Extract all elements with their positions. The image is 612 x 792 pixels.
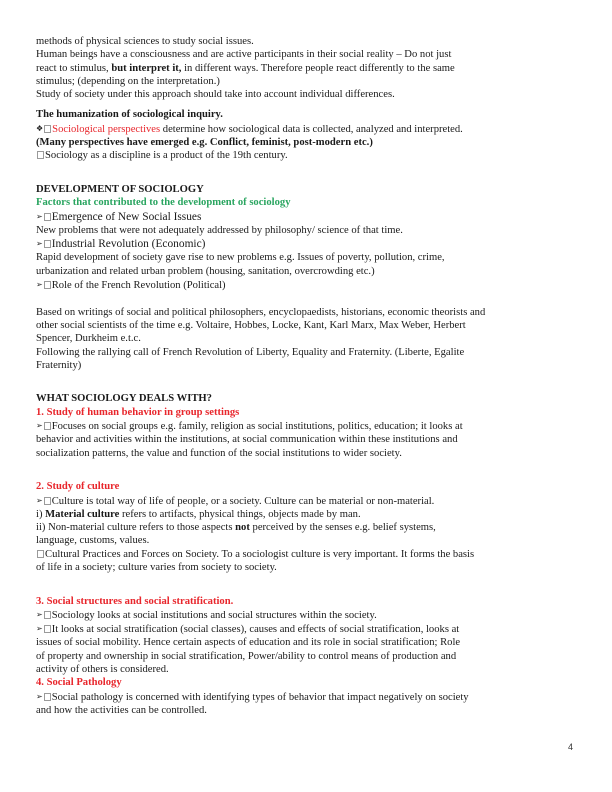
bold-text: Material culture bbox=[45, 508, 120, 520]
arrow-bullet-icon: ➢ bbox=[36, 211, 43, 221]
section-3-line-1 bbox=[36, 608, 526, 622]
text: i) bbox=[36, 508, 46, 520]
text: Cultural Practices and Forces on Society. To a sociologist culture is very important. It forms the basis bbox=[45, 548, 475, 560]
section-4-line-2: and how the activities can be controlled. bbox=[36, 704, 207, 716]
section-2-line-3 bbox=[36, 521, 526, 534]
spacer bbox=[36, 473, 526, 480]
section-3-line-5: activity of others is considered. bbox=[36, 664, 169, 676]
text: It looks at social stratification (social classes), causes and effects of social stratification, looks at bbox=[51, 624, 460, 636]
rallying-line-1: Following the rallying call of French Revolution of Liberty, Equality and Fraternity. (Liberte, Egalite bbox=[36, 346, 465, 358]
section-4-line-1 bbox=[36, 690, 526, 704]
spacer bbox=[36, 588, 526, 595]
diamond-bullet-icon: ❖ bbox=[36, 123, 44, 133]
text: ii) Non-material culture refers to those aspects bbox=[36, 522, 236, 534]
section-1-line-2: behavior and activities within the institutions, at social communication within these institutions and bbox=[36, 434, 458, 446]
intro-line-4: stimulus; (depending on the interpretation.) bbox=[36, 75, 220, 87]
text: Industrial Revolution (Economic) bbox=[51, 238, 206, 251]
missing-glyph-box-icon bbox=[44, 422, 51, 430]
spacer bbox=[36, 292, 526, 305]
spacer bbox=[36, 574, 526, 587]
section-2-line-2 bbox=[36, 508, 526, 521]
missing-glyph-box-icon bbox=[44, 125, 51, 133]
bold-text: but interpret it, bbox=[111, 62, 182, 74]
arrow-bullet-icon: ➢ bbox=[36, 624, 43, 634]
factors-subheading: Factors that contributed to the development of sociology bbox=[36, 197, 291, 209]
intro-line-1: methods of physical sciences to study social issues. bbox=[36, 36, 254, 47]
section-3-line-4: of property and ownership in social stratification, Power/ability to control means of production and bbox=[36, 650, 457, 662]
text: Focuses on social groups e.g. family, religion as social institutions, politics, education; it looks at bbox=[51, 421, 463, 433]
arrow-bullet-icon: ➢ bbox=[36, 609, 43, 619]
spacer bbox=[36, 176, 526, 183]
writings-line-2: other social scientists of the time e.g. Voltaire, Hobbes, Locke, Kant, Karl Marx, Max Weber, Herbert bbox=[36, 319, 466, 331]
intro-line-3 bbox=[36, 62, 526, 75]
missing-glyph-box-icon bbox=[37, 151, 44, 159]
factor-3-title bbox=[36, 278, 526, 292]
factor-2-title bbox=[36, 237, 526, 251]
deals-heading: WHAT SOCIOLOGY DEALS WITH? bbox=[36, 393, 212, 405]
section-3-title: 3. Social structures and social stratification. bbox=[36, 595, 234, 607]
section-3-line-3: issues of social mobility. Hence certain aspects of education and its role in social stratification; Role bbox=[36, 637, 461, 649]
missing-glyph-box-icon bbox=[44, 693, 51, 701]
text: Emergence of New Social Issues bbox=[51, 210, 202, 223]
perspectives-highlight: Sociological perspectives bbox=[52, 123, 161, 135]
section-2-line-5 bbox=[36, 548, 526, 561]
missing-glyph-box-icon bbox=[44, 281, 51, 289]
spacer bbox=[36, 163, 526, 176]
section-4-title: 4. Social Pathology bbox=[36, 677, 122, 689]
development-heading: DEVELOPMENT OF SOCIOLOGY bbox=[36, 183, 204, 195]
arrow-bullet-icon: ➢ bbox=[36, 421, 43, 431]
page-number: 4 bbox=[568, 742, 574, 752]
arrow-bullet-icon: ➢ bbox=[36, 280, 43, 290]
factor-1-text: New problems that were not adequately addressed by philosophy/ science of that time. bbox=[36, 224, 403, 236]
humanization-heading: The humanization of sociological inquiry. bbox=[36, 109, 223, 121]
missing-glyph-box-icon bbox=[44, 611, 51, 619]
section-3-line-2 bbox=[36, 622, 526, 636]
text: Sociology looks at social institutions and social structures within the society. bbox=[51, 609, 377, 621]
writings-line-3: Spencer, Durkheim e.t.c. bbox=[36, 333, 141, 345]
missing-glyph-box-icon bbox=[37, 550, 44, 558]
section-2-line-1 bbox=[36, 494, 526, 508]
factor-1-title bbox=[36, 210, 526, 224]
rallying-line-2: Fraternity) bbox=[36, 359, 82, 371]
product-line bbox=[36, 149, 526, 162]
spacer bbox=[36, 372, 526, 385]
missing-glyph-box-icon bbox=[44, 240, 51, 248]
text: react to stimulus, bbox=[36, 62, 112, 74]
missing-glyph-box-icon bbox=[44, 625, 51, 633]
factor-2-text-2: urbanization and related urban problem (housing, sanitation, overcrowding etc.) bbox=[36, 265, 375, 277]
section-2-line-6: of life in a society; culture varies from society to society. bbox=[36, 561, 277, 573]
arrow-bullet-icon: ➢ bbox=[36, 691, 43, 701]
bold-text: not bbox=[235, 522, 250, 534]
section-1-line-1 bbox=[36, 419, 526, 433]
spacer bbox=[36, 385, 526, 392]
text: in different ways. Therefore people react differently to the same bbox=[181, 62, 455, 74]
many-perspectives-note: (Many perspectives have emerged e.g. Conflict, feminist, post-modern etc.) bbox=[36, 137, 373, 149]
text: determine how sociological data is collected, analyzed and interpreted. bbox=[160, 123, 463, 135]
section-1-title: 1. Study of human behavior in group settings bbox=[36, 406, 240, 418]
writings-line-1: Based on writings of social and political philosophers, encyclopaedists, historians, economic theorists and bbox=[36, 306, 486, 318]
section-1-line-3: socialization patterns, the value and function of the social institutions to wider society. bbox=[36, 447, 402, 459]
document-page bbox=[36, 35, 526, 717]
factor-2-text-1: Rapid development of society gave rise to new problems e.g. Issues of poverty, pollution, crime, bbox=[36, 252, 445, 264]
spacer bbox=[36, 101, 526, 108]
text: refers to artifacts, physical things, objects made by man. bbox=[119, 508, 361, 520]
arrow-bullet-icon: ➢ bbox=[36, 495, 43, 505]
section-2-line-4: language, customs, values. bbox=[36, 535, 150, 547]
arrow-bullet-icon: ➢ bbox=[36, 239, 43, 249]
section-2-title: 2. Study of culture bbox=[36, 481, 120, 493]
text: Social pathology is concerned with identifying types of behavior that impact negatively on society bbox=[51, 691, 469, 703]
perspectives-line bbox=[36, 122, 526, 136]
intro-line-2: Human beings have a consciousness and are active participants in their social reality – Do not just bbox=[36, 49, 452, 61]
spacer bbox=[36, 460, 526, 473]
intro-line-5: Study of society under this approach should take into account individual differences. bbox=[36, 89, 395, 101]
text: Role of the French Revolution (Political) bbox=[51, 280, 226, 292]
missing-glyph-box-icon bbox=[44, 497, 51, 505]
text: perceived by the senses e.g. belief systems, bbox=[249, 522, 436, 534]
text: Sociology as a discipline is a product of the 19th century. bbox=[45, 150, 288, 162]
text: Culture is total way of life of people, or a society. Culture can be material or non-material. bbox=[51, 495, 435, 507]
missing-glyph-box-icon bbox=[44, 213, 51, 221]
